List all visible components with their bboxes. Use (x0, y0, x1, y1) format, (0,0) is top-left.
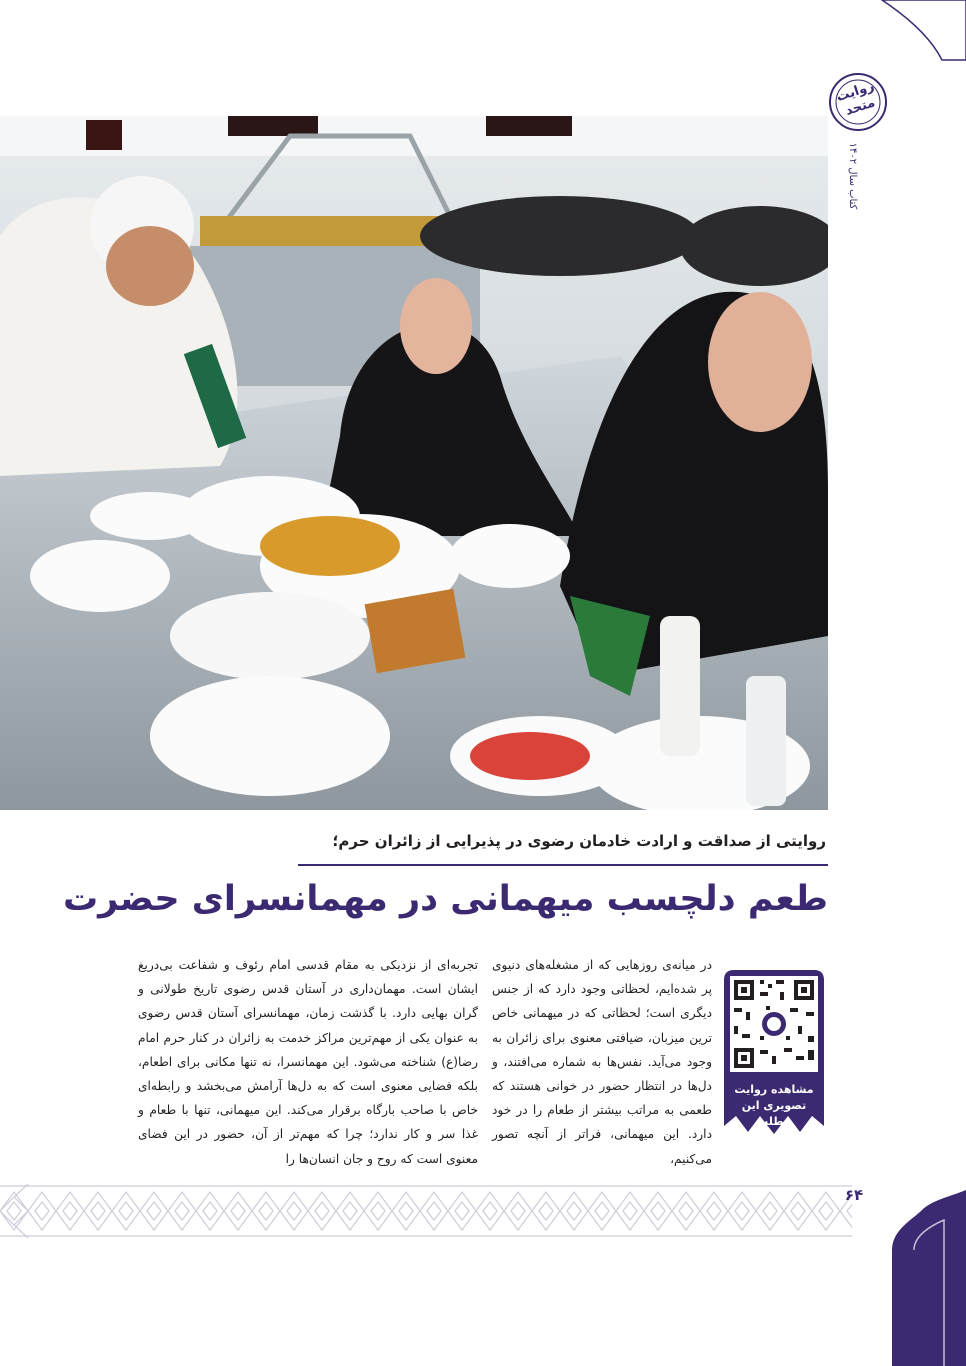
qr-badge-label: مشاهده روایت تصویری این مطلب (734, 1083, 814, 1128)
side-band (852, 0, 966, 1366)
decorative-pattern (0, 1184, 852, 1238)
qr-badge[interactable] (720, 966, 828, 1164)
article-photo (0, 116, 828, 810)
article-paragraph: در میانه‌ی روزهایی که از مشغله‌های دنیوی پر شده‌ایم، لحظاتی وجود دارد که از جنس دیگری است؛ لحظاتی که در میهمانی خاص ترین میزبان، ضیافتی معنوی برای زائران به وجود می‌آید. نفس‌ها به شماره می‌افتند، و دل‌ها در انتظار حضور در خوانی هستند که طعمی به مراتب بیشتر از طعام را در خود دارد. این میهمانی، فراتر از آنچه تصور می‌کنیم، (492, 958, 712, 1166)
article-subtitle: روایتی از صداقت و ارادت خادمان رضوی در پذیرایی از زائران حرم؛ (332, 832, 826, 850)
logo-text: روایت متحد (834, 78, 878, 119)
book-year-label: کتاب سال ۱۴۰۲ (847, 142, 858, 210)
title-divider (298, 864, 828, 866)
page-number: ۶۴ (844, 1186, 864, 1204)
article-column-right (492, 953, 712, 1171)
article-column-left (138, 953, 478, 1171)
article-paragraph: تجربه‌ای از نزدیکی به مقام قدسی امام رئوف و شفاعت بی‌دریغ ایشان است. مهمان‌داری در آستان قدس رضوی تاریخ طولانی و گران بهایی دارد. با گذشت زمان، مهمانسرای آستان قدس رضوی به عنوان یکی از مهم‌ترین مراکز خدمت به زائران در کنار حرم امام رضا(ع) شناخته می‌شود. این مهمانسرا، نه تنها مکانی برای اطعام، بلکه فضایی معنوی است که به دل‌ها آرامش می‌بخشد و رابطه‌ای خاص با صاحب بارگاه برقرار می‌کند. این میهمانی، تنها با طعام و غذا سر و کار ندارد؛ چرا که مهم‌تر از آن، حضور در این فضای معنوی است که روح و جان انسان‌ها را (138, 958, 478, 1166)
article-title: طعم دلچسب میهمانی در مهمانسرای حضرت (62, 879, 828, 919)
